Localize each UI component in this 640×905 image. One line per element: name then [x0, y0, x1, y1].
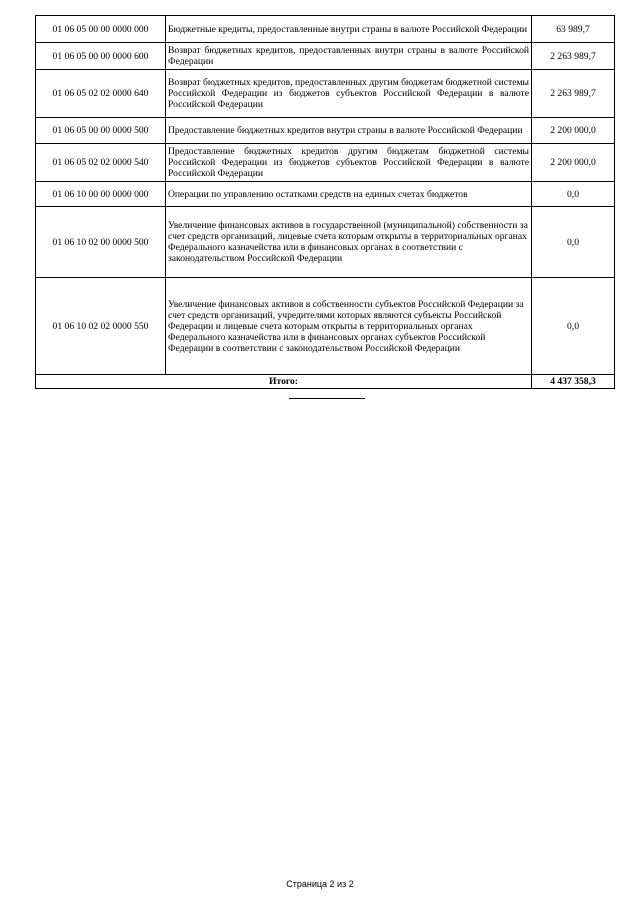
classification-code: 01 06 05 00 00 0000 600	[36, 43, 166, 70]
sources-table	[35, 15, 615, 389]
row-amount: 2 200 000,0	[532, 144, 615, 182]
row-description: Предоставление бюджетных кредитов другим бюджетам бюджетной системы Российской Федерации из бюджетов субъектов Российской Федерации в валюте Российской Федерации	[166, 144, 532, 182]
table-row	[36, 144, 615, 182]
row-description: Возврат бюджетных кредитов, предоставленных внутри страны в валюте Российской Федерации	[166, 43, 532, 70]
table-row	[36, 118, 615, 144]
row-description: Возврат бюджетных кредитов, предоставленных другим бюджетам бюджетной системы Российской Федерации из бюджетов субъектов Российской Федерации в валюте Российской Федерации	[166, 70, 532, 118]
row-description: Бюджетные кредиты, предоставленные внутри страны в валюте Российской Федерации	[166, 16, 532, 43]
total-amount: 4 437 358,3	[532, 375, 615, 389]
row-description: Увеличение финансовых активов в государственной (муниципальной) собственности за счет средств организаций, лицевые счета которым открыты в территориальных органах Федерального казначейства или в финансовых органах в соответствии с законодательством Российской Федерации	[166, 207, 532, 278]
table-row	[36, 182, 615, 207]
table-row	[36, 70, 615, 118]
classification-code: 01 06 10 02 00 0000 500	[36, 207, 166, 278]
page-number: Страница 2 из 2	[286, 879, 354, 889]
classification-code: 01 06 05 02 02 0000 540	[36, 144, 166, 182]
classification-code: 01 06 10 00 00 0000 000	[36, 182, 166, 207]
row-amount: 0,0	[532, 207, 615, 278]
row-amount: 0,0	[532, 278, 615, 375]
classification-code: 01 06 05 00 00 0000 500	[36, 118, 166, 144]
classification-code: 01 06 10 02 02 0000 550	[36, 278, 166, 375]
table-row	[36, 43, 615, 70]
row-amount: 2 263 989,7	[532, 70, 615, 118]
total-row	[36, 375, 615, 389]
classification-code: 01 06 05 00 00 0000 000	[36, 16, 166, 43]
row-amount: 0,0	[532, 182, 615, 207]
table-row	[36, 16, 615, 43]
row-amount: 63 989,7	[532, 16, 615, 43]
row-description: Увеличение финансовых активов в собственности субъектов Российской Федерации за счет средств организаций, учредителями которых являются субъекты Российской Федерации и лицевые счета которым открыты в территориальных органах Федерального казначейства или в финансовых органах субъектов Российской Федерации в соответствии с законодательством Российской Федерации	[166, 278, 532, 375]
end-of-table-rule	[289, 398, 365, 399]
row-amount: 2 263 989,7	[532, 43, 615, 70]
row-amount: 2 200 000,0	[532, 118, 615, 144]
row-description: Операции по управлению остатками средств на единых счетах бюджетов	[166, 182, 532, 207]
table-row	[36, 207, 615, 278]
table-row	[36, 278, 615, 375]
classification-code: 01 06 05 02 02 0000 640	[36, 70, 166, 118]
row-description: Предоставление бюджетных кредитов внутри страны в валюте Российской Федерации	[166, 118, 532, 144]
total-label: Итого:	[36, 375, 532, 389]
